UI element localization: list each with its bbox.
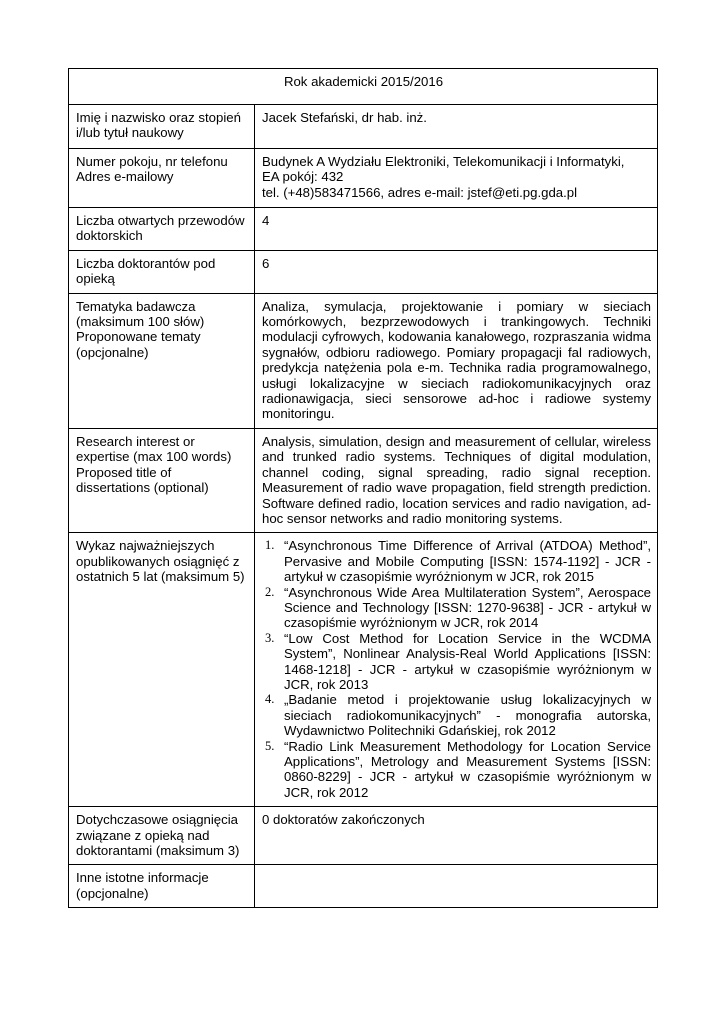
table-row bbox=[69, 865, 658, 908]
table-row bbox=[69, 293, 658, 428]
other-info-label: Inne istotne informacje (opcjonalne) bbox=[69, 865, 255, 908]
table-row bbox=[69, 428, 658, 532]
contact-label: Numer pokoju, nr telefonu Adres e-mailowy bbox=[69, 149, 255, 208]
completed-label: Dotychczasowe osiągnięcia związane z opieką nad doktorantami (maksimum 3) bbox=[69, 807, 255, 865]
item-text: “Radio Link Measurement Methodology for Location Service Applications”, Metrology and Measurement Systems [ISSN: 0860-8229] - JCR - artykuł w czasopiśmie wyróżnionym w JCR, rok 2012 bbox=[284, 738, 651, 800]
supervisor-info-table bbox=[68, 68, 658, 908]
research-pl-label: Tematyka badawcza (maksimum 100 słów) Proponowane tematy (opcjonalne) bbox=[69, 293, 255, 428]
research-en-label: Research interest or expertise (max 100 words) Proposed title of dissertations (optional) bbox=[69, 428, 255, 532]
item-number: 3. bbox=[265, 630, 275, 645]
open-supervisions-value: 4 bbox=[255, 208, 658, 251]
item-text: “Low Cost Method for Location Service in the WCDMA System”, Nonlinear Analysis-Real World Applications [ISSN: 1468-1218] - JCR - artykuł w czasopiśmie wyróżnionym w JCR, rok 2013 bbox=[284, 630, 651, 692]
list-item bbox=[265, 630, 651, 693]
item-text: „Badanie metod i projektowanie usług lokalizacyjnych w sieciach radiokomunikacyjnych” - monografia autorska, Wydawnictwo Politechniki Gdańskiej, rok 2012 bbox=[284, 692, 651, 739]
name-value: Jacek Stefański, dr hab. inż. bbox=[255, 105, 658, 149]
list-item bbox=[265, 738, 651, 801]
header-row bbox=[69, 69, 658, 105]
achievements-value bbox=[255, 533, 658, 807]
list-item bbox=[265, 692, 651, 739]
table-row bbox=[69, 533, 658, 807]
item-number: 5. bbox=[265, 738, 275, 753]
table-row bbox=[69, 250, 658, 293]
table-row bbox=[69, 149, 658, 208]
achievements-label: Wykaz najważniejszych opublikowanych osiągnięć z ostatnich 5 lat (maksimum 5) bbox=[69, 533, 255, 807]
item-number: 1. bbox=[265, 538, 275, 553]
contact-room: EA pokój: 432 bbox=[262, 169, 344, 185]
contact-phone-email: tel. (+48)583471566, adres e-mail: jstef@eti.pg.gda.pl bbox=[262, 184, 578, 200]
contact-address: Budynek A Wydziału Elektroniki, Telekomunikacji i Informatyki, bbox=[262, 154, 625, 169]
name-label: Imię i nazwisko oraz stopień i/lub tytuł naukowy bbox=[69, 105, 255, 149]
other-info-value bbox=[255, 865, 658, 908]
item-text: “Asynchronous Wide Area Multilateration System”, Aerospace Science and Technology [ISSN: 1270-9638] - JCR - artykuł w czasopiśmie wyróżnionym w JCR, rok 2014 bbox=[284, 584, 651, 631]
table-row bbox=[69, 208, 658, 251]
contact-value bbox=[255, 149, 658, 208]
open-supervisions-label: Liczba otwartych przewodów doktorskich bbox=[69, 208, 255, 251]
doctoral-students-value: 6 bbox=[255, 250, 658, 293]
doctoral-students-label: Liczba doktorantów pod opieką bbox=[69, 250, 255, 293]
list-item bbox=[265, 538, 651, 585]
research-pl-value: Analiza, symulacja, projektowanie i pomiary w sieciach komórkowych, bezprzewodowych i trankingowych. Techniki modulacji cyfrowych, kodowania kanałowego, rozpraszania widma sygnałów, odbioru radiowego. Pomiary propagacji fal radiowych, predykcja natężenia pola e-m. Technika radia programowalnego, usługi lokalizacyjne w sieciach radiokomunikacyjnych oraz radionawigacja, sieci sensorowe ad-hoc i radiowe systemy monitoringu. bbox=[255, 293, 658, 428]
item-number: 4. bbox=[265, 692, 275, 707]
item-text: “Asynchronous Time Difference of Arrival (ATDOA) Method”, Pervasive and Mobile Computing [ISSN: 1574-1192] - JCR - artykuł w czasopiśmie wyróżnionym w JCR, rok 2015 bbox=[284, 538, 651, 585]
table-row bbox=[69, 105, 658, 149]
academic-year: Rok akademicki 2015/2016 bbox=[69, 69, 658, 105]
list-item bbox=[265, 584, 651, 631]
completed-value: 0 doktoratów zakończonych bbox=[255, 807, 658, 865]
item-number: 2. bbox=[265, 584, 275, 599]
achievements-list bbox=[262, 538, 651, 800]
research-en-value: Analysis, simulation, design and measurement of cellular, wireless and trunked radio systems. Techniques of digital modulation, channel coding, signal spreading, radio signal reception. Measurement of radio wave propagation, field strength prediction. Software defined radio, location services and radio navigation, ad-hoc sensor networks and radio monitoring systems. bbox=[255, 428, 658, 532]
table-row bbox=[69, 807, 658, 865]
